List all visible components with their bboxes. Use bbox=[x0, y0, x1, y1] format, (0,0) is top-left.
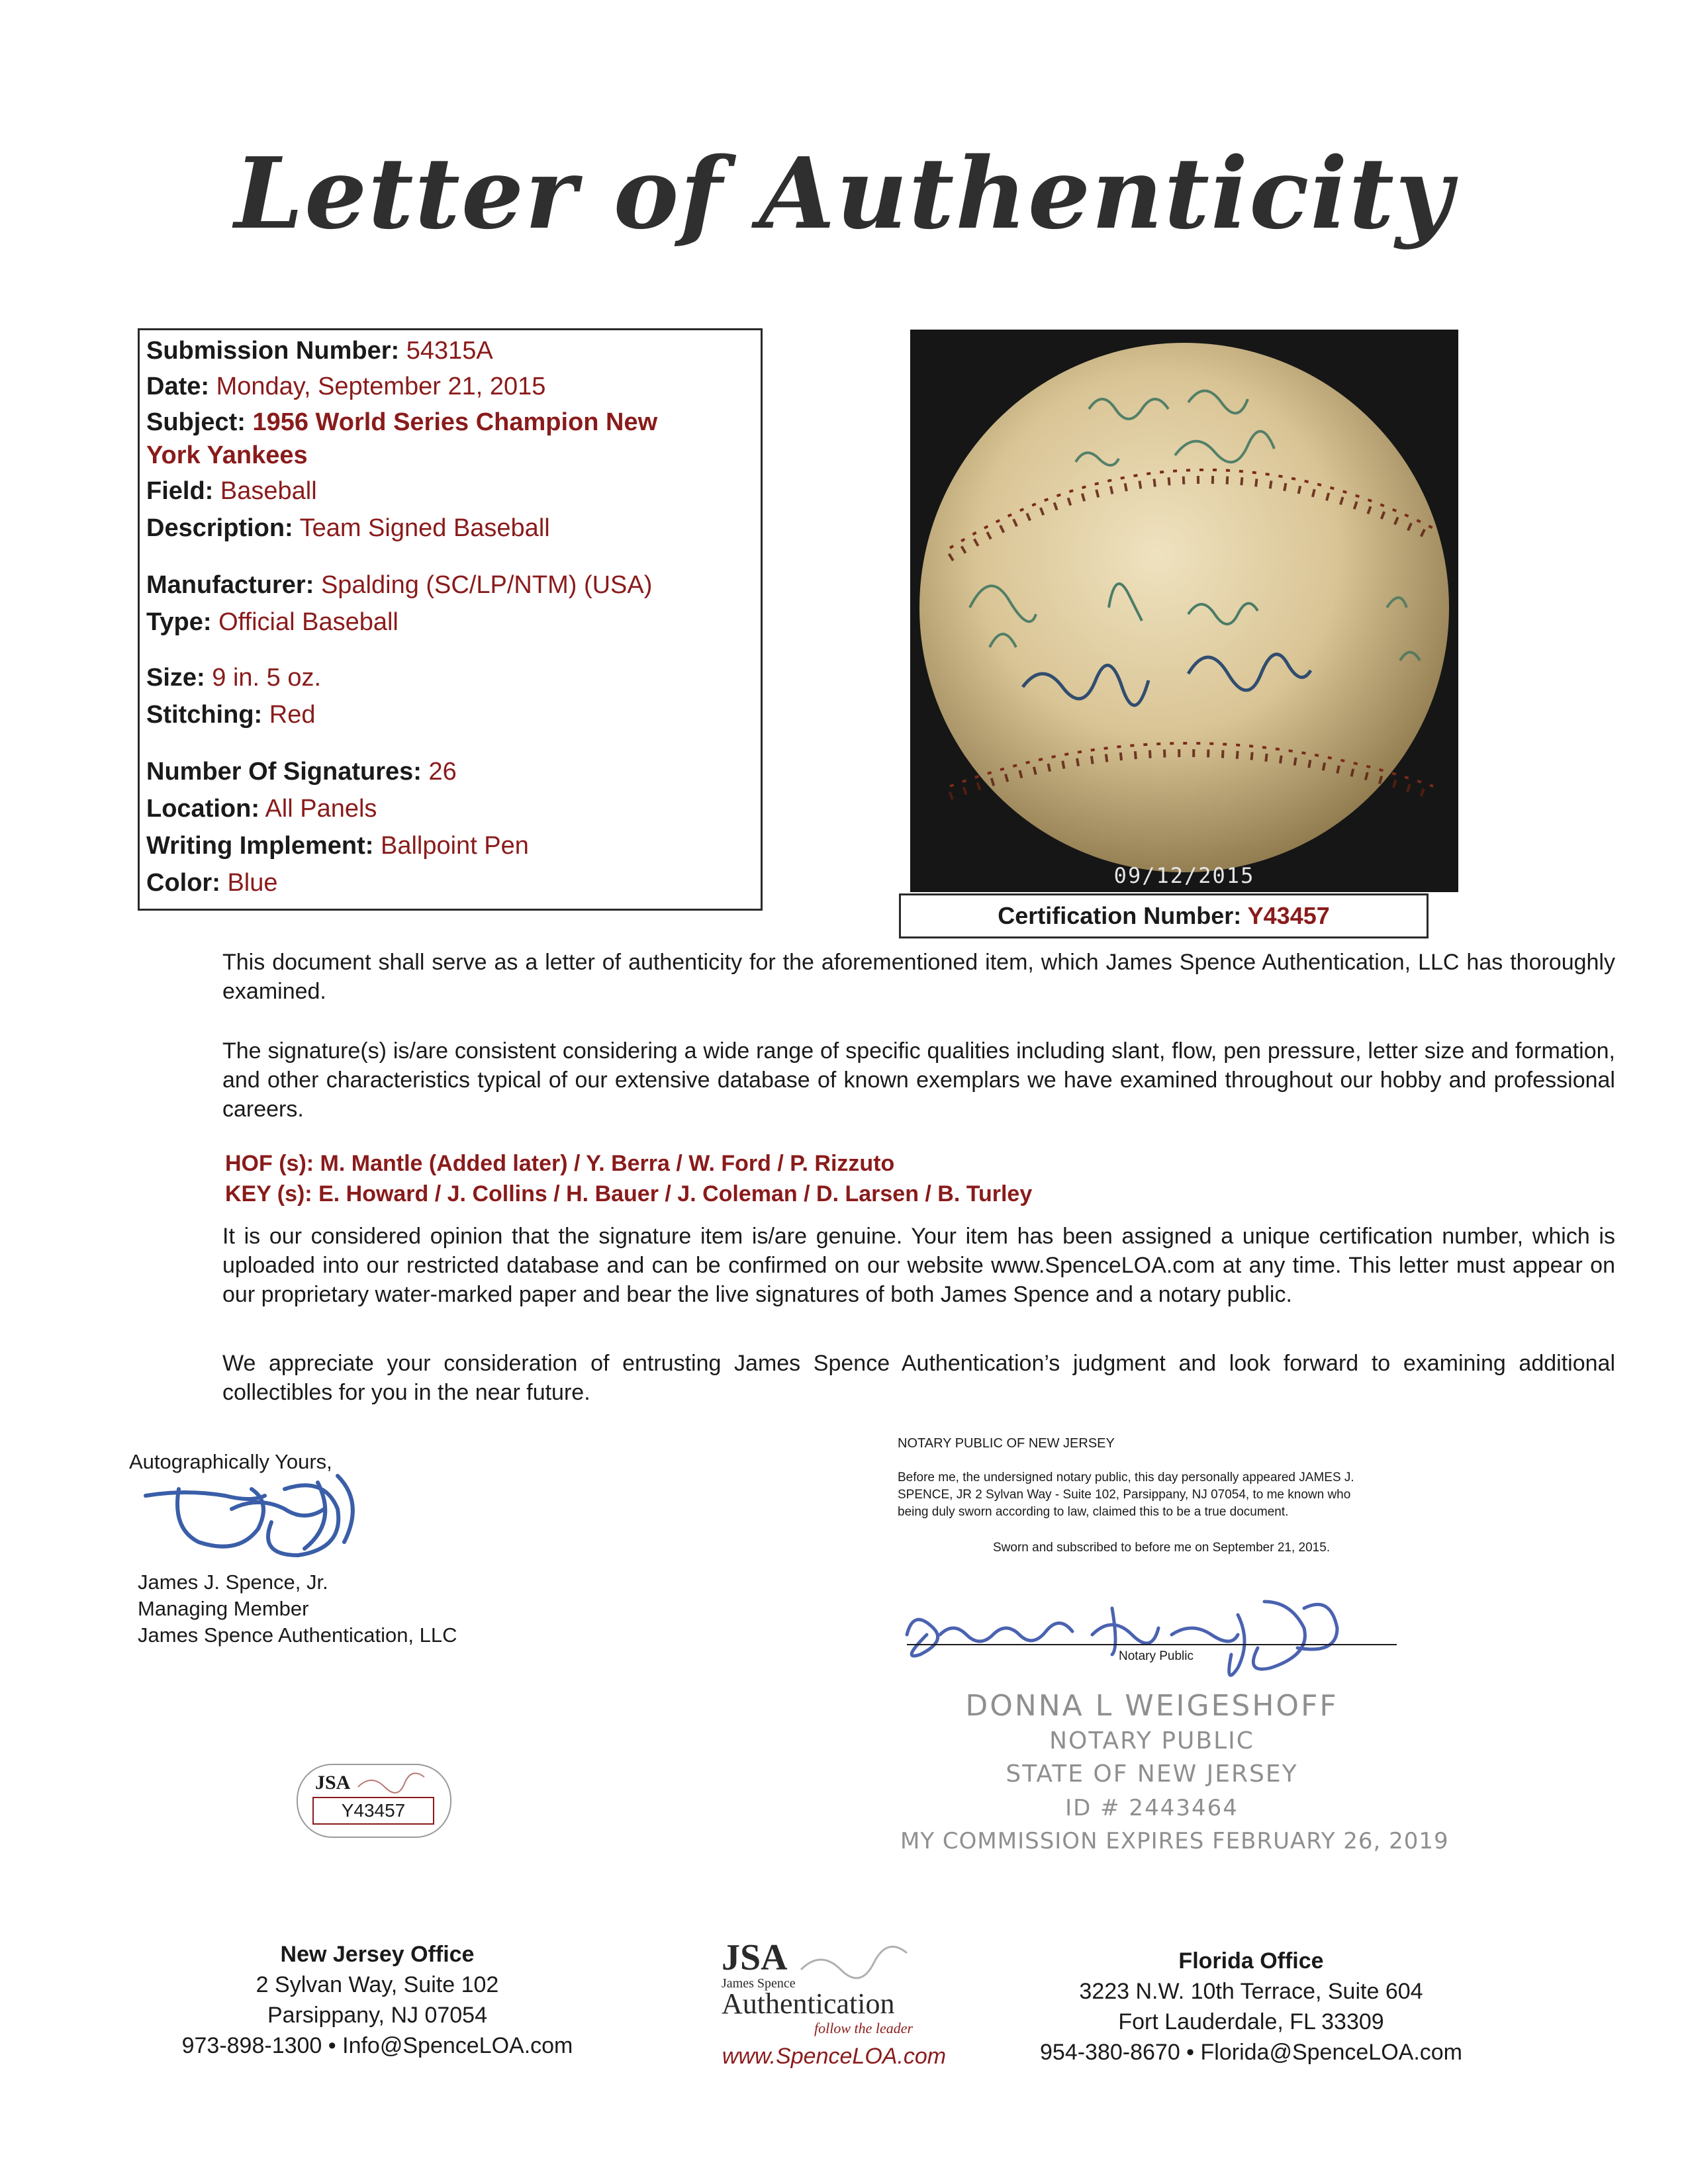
logo-tagline: follow the leader bbox=[814, 2020, 914, 2036]
submission-number-row bbox=[146, 336, 493, 366]
date-label: Date: bbox=[146, 373, 210, 400]
notary-line-2: SPENCE, JR 2 Sylvan Way - Suite 102, Parsippany, NJ 07054, to me known who bbox=[898, 1488, 1351, 1502]
nj-office-contact: 973-898-1300 • Info@SpenceLOA.com bbox=[181, 2033, 573, 2058]
manufacturer-label: Manufacturer: bbox=[146, 571, 314, 599]
location-value: All Panels bbox=[265, 795, 377, 823]
stamp-commission: MY COMMISSION EXPIRES FEBRUARY 26, 2019 bbox=[900, 1828, 1449, 1854]
field-row bbox=[146, 476, 317, 506]
baseball-illustration bbox=[910, 330, 1458, 892]
certification-label: Certification Number: bbox=[998, 902, 1242, 929]
nj-office bbox=[159, 1939, 596, 2061]
submission-label: Submission Number: bbox=[146, 337, 400, 365]
date-value: Monday, September 21, 2015 bbox=[216, 373, 546, 400]
sticker-brand: JSA bbox=[315, 1772, 351, 1794]
stamp-id: ID # 2443464 bbox=[1065, 1795, 1239, 1821]
key-list: KEY (s): E. Howard / J. Collins / H. Bauer / J. Coleman / D. Larsen / B. Turley bbox=[225, 1181, 1033, 1206]
notary-signature bbox=[894, 1575, 1410, 1701]
submission-value: 54315A bbox=[406, 337, 493, 365]
nj-office-address-2: Parsippany, NJ 07054 bbox=[267, 2003, 487, 2028]
subject-value-line1: 1956 World Series Champion New bbox=[252, 408, 658, 436]
date-row bbox=[146, 371, 545, 402]
notary-heading: NOTARY PUBLIC OF NEW JERSEY bbox=[898, 1436, 1115, 1451]
color-row bbox=[146, 868, 278, 898]
certification-box bbox=[899, 893, 1429, 938]
field-value: Baseball bbox=[220, 477, 317, 505]
num-signatures-value: 26 bbox=[428, 758, 457, 786]
subject-value-line2: York Yankees bbox=[146, 441, 308, 469]
writing-implement-label: Writing Implement: bbox=[146, 832, 374, 860]
jsa-sticker bbox=[297, 1764, 451, 1838]
paragraph-4: We appreciate your consideration of entrusting James Spence Authentication’s judgment and look forward to examining additional collectibles for you in the near future. bbox=[222, 1351, 1615, 1405]
type-label: Type: bbox=[146, 608, 212, 636]
baseball-photo bbox=[910, 330, 1458, 892]
subject-row-cont bbox=[146, 440, 308, 471]
type-row bbox=[146, 607, 399, 637]
paragraph-3: It is our considered opinion that the signature item is/are genuine. Your item has been assigned a unique certification number, which is uploaded into our restricted database and can be confirmed on our website www.SpenceLOA.com at any time. This letter must appear on our proprietary water-marked paper and bear the live signatures of both James Spence and a notary public. bbox=[222, 1224, 1615, 1307]
certification-number: Y43457 bbox=[1247, 902, 1330, 929]
logo-website-link[interactable]: www.SpenceLOA.com bbox=[722, 2044, 947, 2069]
page-title: Letter of Authenticity bbox=[234, 136, 1454, 251]
signer-company: James Spence Authentication, LLC bbox=[138, 1623, 457, 1647]
fl-office-contact: 954-380-8670 • Florida@SpenceLOA.com bbox=[1040, 2040, 1462, 2065]
fl-office-address-2: Fort Lauderdale, FL 33309 bbox=[1118, 2009, 1384, 2034]
hof-list: HOF (s): M. Mantle (Added later) / Y. Berra / W. Ford / P. Rizzuto bbox=[225, 1151, 895, 1176]
notary-line-3: being duly sworn according to law, claimed this to be a true document. bbox=[898, 1505, 1289, 1519]
stitching-label: Stitching: bbox=[146, 701, 263, 729]
subject-row bbox=[146, 407, 657, 437]
logo-jsa: JSA bbox=[722, 1937, 788, 1978]
nj-office-address-1: 2 Sylvan Way, Suite 102 bbox=[256, 1972, 499, 1997]
description-row bbox=[146, 513, 550, 543]
subject-label: Subject: bbox=[146, 408, 246, 436]
sticker-number: Y43457 bbox=[312, 1797, 434, 1825]
writing-implement-row bbox=[146, 831, 529, 861]
num-signatures-label: Number Of Signatures: bbox=[146, 758, 422, 786]
sticker-signature-icon bbox=[355, 1770, 428, 1794]
james-spence-signature bbox=[139, 1463, 391, 1562]
jsa-logo bbox=[682, 1936, 986, 2056]
description-value: Team Signed Baseball bbox=[299, 514, 550, 542]
paragraph-1: This document shall serve as a letter of authenticity for the aforementioned item, which James Spence Authentication, LLC has thoroughly examined. bbox=[222, 950, 1615, 1004]
manufacturer-row bbox=[146, 570, 652, 600]
paragraph-2: The signature(s) is/are consistent considering a wide range of specific qualities including slant, flow, pen pressure, letter size and formation, and other characteristics typical of our extensive database of known exemplars we have examined throughout our hobby and professional careers. bbox=[222, 1038, 1615, 1122]
nj-office-title: New Jersey Office bbox=[280, 1942, 475, 1967]
logo-authentication: Authentication bbox=[722, 1987, 895, 2020]
notary-sworn-text: Sworn and subscribed to before me on September 21, 2015. bbox=[993, 1541, 1331, 1555]
writing-implement-value: Ballpoint Pen bbox=[380, 832, 529, 860]
fl-office-title: Florida Office bbox=[1178, 1948, 1324, 1974]
notary-line-1: Before me, the undersigned notary public, this day personally appeared JAMES J. bbox=[898, 1471, 1354, 1484]
description-label: Description: bbox=[146, 514, 293, 542]
stamp-notary-title: NOTARY PUBLIC bbox=[1049, 1727, 1254, 1754]
item-details-box bbox=[138, 328, 763, 911]
logo-signature-icon bbox=[794, 1943, 927, 1983]
fl-office-address-1: 3223 N.W. 10th Terrace, Suite 604 bbox=[1079, 1979, 1423, 2004]
type-value: Official Baseball bbox=[218, 608, 399, 636]
location-row bbox=[146, 794, 377, 824]
stamp-state: STATE OF NEW JERSEY bbox=[1006, 1760, 1298, 1788]
stitching-row bbox=[146, 700, 315, 730]
signer-role: Managing Member bbox=[138, 1597, 309, 1620]
signer-name: James J. Spence, Jr. bbox=[138, 1570, 328, 1594]
closing-text: Autographically Yours, bbox=[129, 1450, 332, 1473]
photo-date-stamp-text: 09/12/2015 bbox=[1113, 863, 1255, 888]
num-signatures-row bbox=[146, 756, 457, 787]
color-label: Color: bbox=[146, 869, 220, 897]
fl-office bbox=[1013, 1946, 1489, 2068]
stitching-value: Red bbox=[269, 701, 316, 729]
size-label: Size: bbox=[146, 664, 205, 692]
location-label: Location: bbox=[146, 795, 259, 823]
size-row bbox=[146, 662, 321, 693]
field-label: Field: bbox=[146, 477, 214, 505]
manufacturer-value: Spalding (SC/LP/NTM) (USA) bbox=[320, 571, 653, 599]
size-value: 9 in. 5 oz. bbox=[212, 664, 322, 692]
notary-public-label: Notary Public bbox=[1119, 1649, 1194, 1663]
color-value: Blue bbox=[227, 869, 278, 897]
stamp-notary-name: DONNA L WEIGESHOFF bbox=[965, 1689, 1338, 1723]
logo-james-spence: James Spence bbox=[722, 1976, 796, 1991]
